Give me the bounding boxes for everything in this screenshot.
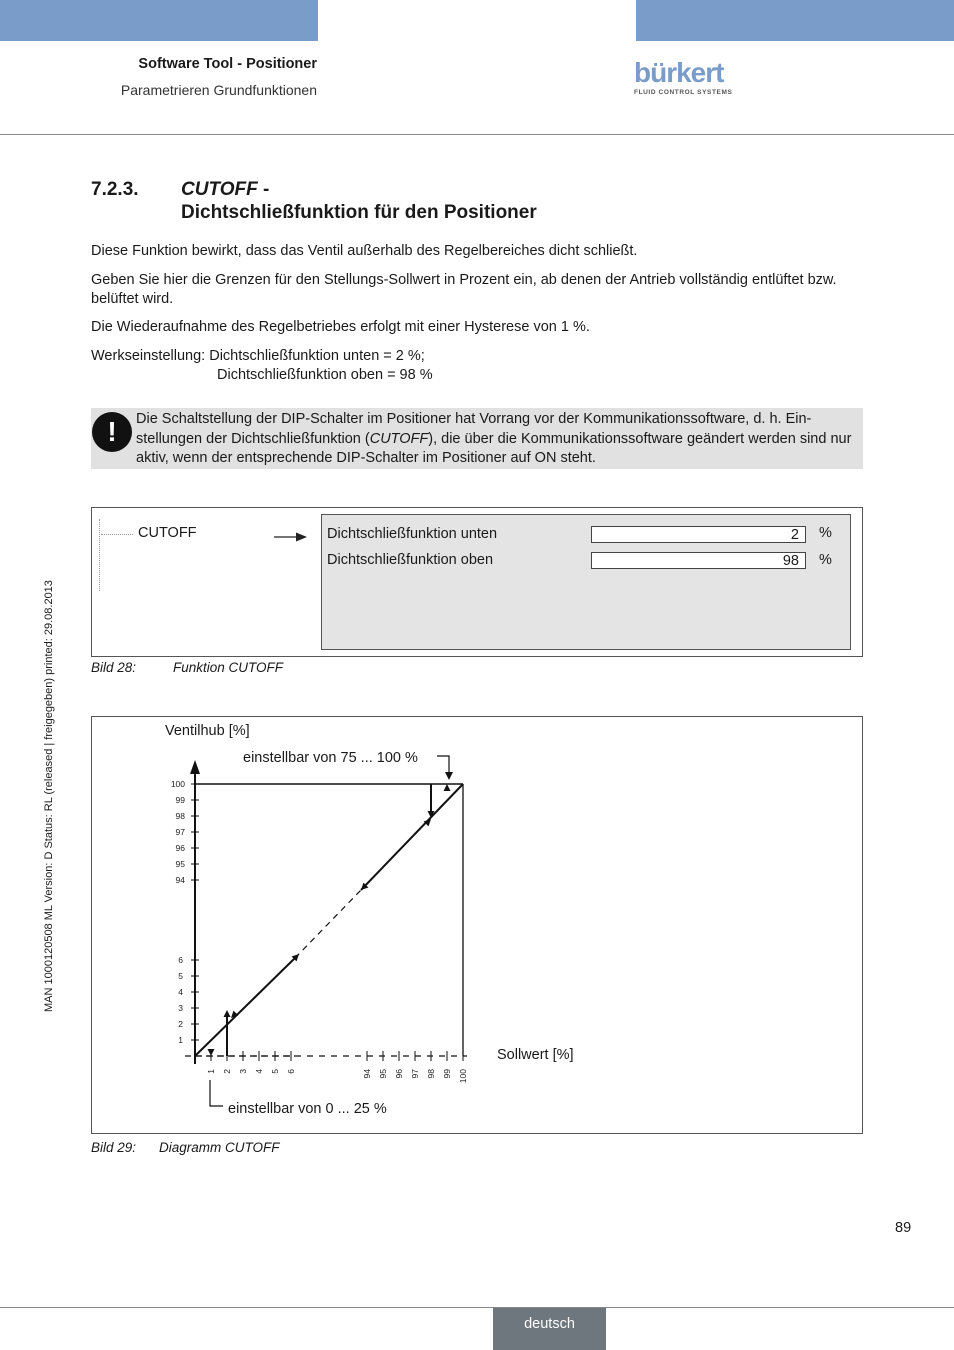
cutoff-upper-field[interactable]: 98: [591, 552, 806, 569]
y-tick-label: 94: [175, 875, 185, 885]
company-logo: [634, 58, 734, 96]
annotation-bottom-leader: [210, 1080, 223, 1106]
note-box: [91, 408, 863, 469]
logo-tagline: FLUID CONTROL SYSTEMS: [634, 89, 733, 96]
caption-29-text: Diagramm CUTOFF: [159, 1140, 280, 1155]
characteristic-line-upper: [361, 784, 463, 890]
y-tick-label: 6: [178, 955, 183, 965]
factory-line2: Dichtschließfunktion oben = 98 %: [217, 367, 433, 383]
row-oben-label: Dichtschließfunktion oben: [327, 552, 494, 568]
y-axis-arrowhead: [190, 760, 200, 774]
x-tick-label: 99: [442, 1069, 452, 1079]
row-unten-unit: %: [819, 525, 832, 541]
y-axis-label: Ventilhub [%]: [165, 723, 250, 739]
y-tick-label: 97: [175, 827, 185, 837]
x-tick-label: 5: [270, 1069, 280, 1074]
factory-label: Werkseinstellung:: [91, 348, 206, 364]
caption-28-text: Funktion CUTOFF: [173, 660, 284, 675]
factory-line1: Dichtschließfunktion unten = 2 %;: [209, 348, 425, 364]
x-tick-label: 4: [254, 1069, 264, 1074]
tree-connector-horizontal: [101, 534, 133, 535]
section-title-line2: Dichtschließfunktion für den Positioner: [181, 202, 537, 223]
y-tick-label: 2: [178, 1019, 183, 1029]
annotation-lower-range: einstellbar von 0 ... 25 %: [228, 1101, 387, 1117]
tree-connector-vertical: [99, 519, 100, 591]
x-tick-label: 6: [286, 1069, 296, 1074]
row-oben-unit: %: [819, 552, 832, 568]
annotation-top-arrow: [445, 772, 453, 780]
caption-29-label: Bild 29:: [91, 1140, 137, 1155]
header-band-right: [636, 0, 954, 41]
characteristic-line-dashed: [295, 890, 361, 958]
paragraph-1: Diese Funktion bewirkt, dass das Ventil außerhalb des Regelbereiches dicht schließt.: [91, 243, 638, 259]
section-title-italic: CUTOFF: [181, 179, 258, 200]
language-tab: deutsch: [493, 1308, 606, 1350]
y-tick-label: 96: [175, 843, 185, 853]
caption-28-label: Bild 28:: [91, 660, 137, 675]
cutoff-settings-panel: [321, 514, 851, 650]
y-tick-label: 95: [175, 859, 185, 869]
y-tick-label: 3: [178, 1003, 183, 1013]
y-tick-label: 100: [170, 779, 185, 789]
figure-caption-29: [91, 1140, 280, 1155]
section-title-line1: [181, 179, 269, 201]
paragraph-2: Geben Sie hier die Grenzen für den Stellungs-Sollwert in Prozent ein, ab denen der Antrieb vollständig entlüftet bzw. belüftet wird.: [91, 272, 837, 307]
upper-hysteresis-arrow: [444, 784, 451, 791]
note-text-italic: CUTOFF: [369, 430, 429, 447]
note-text-after: ), die über die Kommunikationssoftware geändert werden sind nur aktiv, wenn der entsprechende DIP-Schalter im Positioner auf ON steht.: [136, 430, 852, 466]
x-tick-label: 95: [378, 1069, 388, 1079]
logo-word: bürkert: [634, 57, 724, 88]
cutoff-lower-field[interactable]: 2: [591, 526, 806, 543]
x-tick-label: 96: [394, 1069, 404, 1079]
lower-hysteresis-arrow: [208, 1049, 215, 1056]
section-number: 7.2.3.: [91, 179, 139, 200]
x-tick-label: 2: [222, 1069, 232, 1074]
header-title: Software Tool - Positioner: [138, 56, 317, 72]
header-band-left: [0, 0, 318, 41]
section-title-dash: -: [257, 179, 270, 200]
x-tick-label: 3: [238, 1069, 248, 1074]
row-unten-label: Dichtschließfunktion unten: [327, 526, 498, 542]
x-axis-label: Sollwert [%]: [497, 1047, 574, 1063]
note-text-before: Die Schaltstellung der DIP-Schalter im Positioner hat Vorrang vor der Kommunikationssoftware, d. h. Ein-stellungen der Dichtschließfunktion (: [136, 411, 812, 447]
footer-divider: [0, 1307, 954, 1308]
lower-cutoff-arrow: [224, 1010, 231, 1017]
y-tick-label: 99: [175, 795, 185, 805]
y-tick-label: 1: [178, 1035, 183, 1045]
exclamation-icon: !: [92, 412, 132, 452]
y-tick-label: 5: [178, 971, 183, 981]
page-number: 89: [895, 1220, 912, 1236]
x-tick-label: 97: [410, 1069, 420, 1079]
x-tick-label: 1: [206, 1069, 216, 1074]
header-subtitle: Parametrieren Grundfunktionen: [120, 82, 317, 98]
arrow-right-icon: [272, 530, 308, 544]
y-tick-label: 98: [175, 811, 185, 821]
tree-item-cutoff[interactable]: CUTOFF: [138, 525, 197, 541]
x-tick-label: 94: [362, 1069, 372, 1079]
figure-caption-28: [91, 660, 284, 675]
note-text: [136, 410, 856, 469]
y-tick-label: 4: [178, 987, 183, 997]
side-print-info: MAN 1000120508 ML Version: D Status: RL (released | freigegeben) printed: 29.08.2013: [43, 580, 55, 1012]
x-tick-label: 98: [426, 1069, 436, 1079]
paragraph-3: Die Wiederaufnahme des Regelbetriebes erfolgt mit einer Hysterese von 1 %.: [91, 319, 590, 335]
x-tick-label: 100: [458, 1069, 468, 1084]
characteristic-line-lower: [195, 958, 295, 1056]
annotation-upper-range: einstellbar von 75 ... 100 %: [243, 750, 418, 766]
header-divider: [0, 134, 954, 135]
factory-setting: [91, 347, 866, 366]
cutoff-chart: [91, 716, 863, 1134]
